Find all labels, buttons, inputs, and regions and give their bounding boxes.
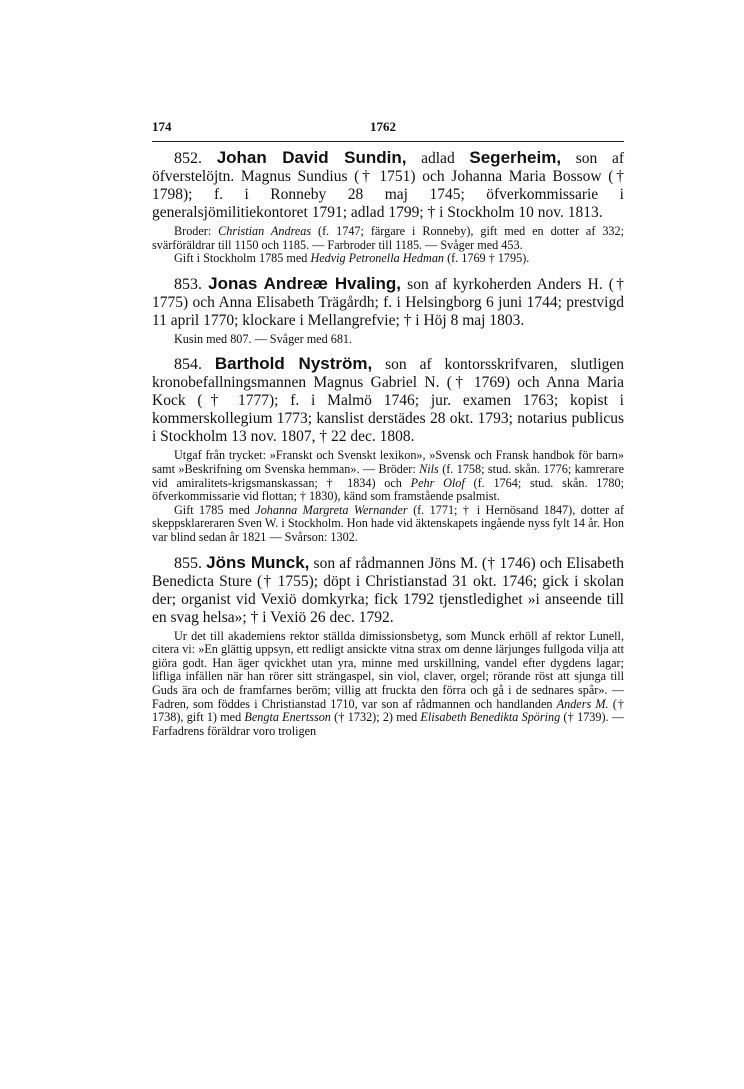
entry-note: Ur det till akademiens rektor ställda dimissionsbetyg, som Munck erhöll af rektor Lunell, citera vi: »En glättig uppsyn, ett redligt ansickte vitna strax om denne lärjunges fullgoda vilja att giöra godt. Han äger qvickhet utan yra, minne med urskillning, vandel efter dygdens lagar; lifliga infällen när han rörer sitt strängaspel, sin viol, claver, orgel; rörande röst att sjunga till Guds ära och de framfarnes beröm; villig att fruckta den förra och gå i de sednares spår». — Fadren, som föddes i Christianstad 1710, var son af rådmannen och handlanden Anders M. († 1738), gift 1) med Bengta Enertsson († 1732); 2) med Elisabeth Benedikta Spöring († 1739). — Farfadrens föräldrar voro troligen xyxy=(152,628,624,738)
entry-ennobled-name: Segerheim, xyxy=(469,148,562,167)
entry-852 xyxy=(152,149,624,266)
entry-name: Jonas Andreæ Hvaling, xyxy=(208,273,402,293)
entry-main-text: 855. Jöns Munck, son af rådmannen Jöns M. († 1746) och Elisabeth Benedicta Sture († 1755); döpt i Christianstad 31 okt. 1746; gick i skolan der; organist vid Vexiö domkyrka; fick 1792 tjenstledighet »i anseende till en svag helsa»; † i Vexiö 26 dec. 1792. xyxy=(152,552,624,626)
entry-main-text: 853. Jonas Andreæ Hvaling, son af kyrkoherden Anders H. († 1775) och Anna Elisabeth Trägårdh; f. i Helsingborg 6 juni 1744; prestvigd 11 april 1770; klockare i Mellangrefvie; † i Höj 8 maj 1803. xyxy=(152,273,624,329)
entry-number: 855. xyxy=(174,554,202,572)
entry-note: Broder: Christian Andreas (f. 1747; färgare i Ronneby), gift med en dotter af 332; svärföräldrar till 1150 och 1185. — Farbroder till 1185. — Svåger med 453. xyxy=(152,224,624,252)
page-number: 174 xyxy=(152,119,172,134)
entry-name: Barthold Nyström, xyxy=(214,354,373,374)
entry-name: Johan David Sundin, xyxy=(216,148,407,167)
entry-main-text: 854. Barthold Nyström, son af kontorsskrifvaren, slutligen kronobefallningsmannen Magnus Gabriel N. († 1769) och Anna Maria Kock († 1777); f. i Malmö 1746; jur. examen 1763; kopist i kommerskollegium 1773; kanslist derstädes 28 okt. 1793; notarius publicus i Stockholm 13 nov. 1807, † 22 dec. 1808. xyxy=(152,354,625,446)
entry-note: Utgaf från trycket: »Franskt och Svenskt lexikon», »Svensk och Fransk handbok för barn» samt »Beskrifning om Svenska hemman». — Bröder: Nils (f. 1758; stud. skån. 1776; kamrerare vid amiralitets-krigsmanskassan; † 1834) och Pehr Olof (f. 1764; stud. skån. 1780; öfverkommissarie vid flottan; † 1830), känd som framstående psalmist. xyxy=(152,448,625,504)
entry-855 xyxy=(152,554,624,739)
entry-854 xyxy=(152,355,624,544)
entry-name: Jöns Munck, xyxy=(206,552,310,572)
running-header xyxy=(152,119,624,142)
entry-note-marriage: Gift 1785 med Johanna Margreta Wernander (f. 1771; † i Hernösand 1847), dotter af skeppsklareraren Sven W. i Stockholm. Hon hade vid äktenskapets ingående nyss fylt 14 år. Hon var blind sedan år 1821 — Svårson: 1302. xyxy=(152,502,625,544)
entry-number: 853. xyxy=(174,275,202,293)
entry-note: Kusin med 807. — Svåger med 681. xyxy=(174,331,353,346)
entry-main-text: 852. Johan David Sundin, adlad Segerheim, son af öfverstelöjtn. Magnus Sundius († 1751) och Johanna Maria Bossow († 1798); f. i Ronneby 28 maj 1745; öfverkommissarie i generalsjömilitiekontoret 1791; adlad 1799; † i Stockholm 10 nov. 1813. xyxy=(152,148,624,221)
header-year: 1762 xyxy=(370,119,396,134)
entry-note-marriage: Gift i Stockholm 1785 med Hedvig Petronella Hedman (f. 1769 † 1795). xyxy=(174,251,530,266)
entry-number: 852. xyxy=(174,150,202,167)
entry-number: 854. xyxy=(174,356,202,374)
page-body xyxy=(152,149,624,738)
entry-853 xyxy=(152,275,624,347)
